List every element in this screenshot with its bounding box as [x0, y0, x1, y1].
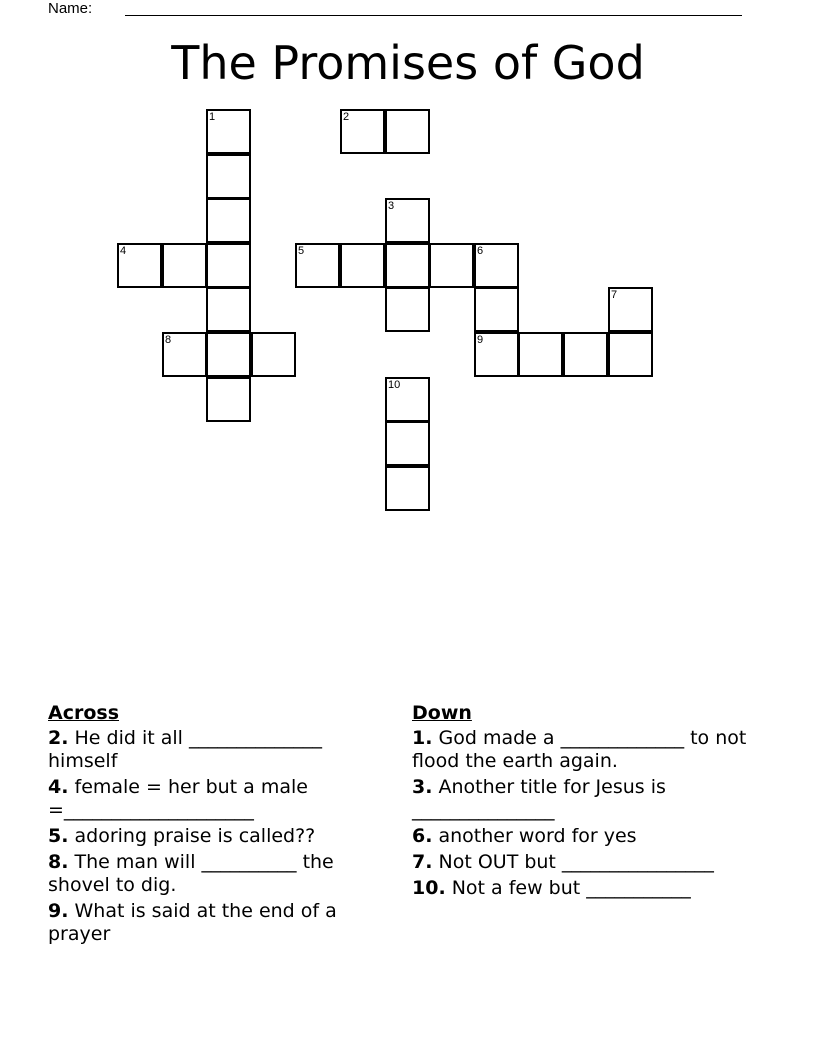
crossword-cell[interactable]	[474, 287, 519, 332]
cell-number: 7	[611, 289, 618, 301]
cell-number: 8	[165, 334, 172, 346]
cell-number: 6	[477, 245, 484, 257]
crossword-cell[interactable]	[162, 243, 207, 288]
down-clue-1	[412, 727, 752, 773]
clue-number: 8.	[48, 851, 69, 873]
page-title: The Promises of God	[171, 36, 645, 90]
crossword-cell[interactable]	[608, 332, 653, 377]
across-clues	[48, 702, 372, 949]
crossword-cell[interactable]	[608, 287, 653, 332]
crossword-cell[interactable]	[518, 332, 563, 377]
crossword-cell[interactable]	[251, 332, 296, 377]
clue-text: He did it all ______________ himself	[48, 727, 322, 772]
cell-number: 1	[209, 111, 216, 123]
clue-text: Not a few but ___________	[451, 877, 691, 899]
across-clue-9	[48, 900, 372, 946]
clue-text: Another title for Jesus is _______________	[412, 776, 666, 821]
cell-number: 9	[477, 334, 484, 346]
clue-text: God made a _____________ to not flood the earth again.	[412, 727, 747, 772]
crossword-cell[interactable]	[385, 109, 430, 154]
crossword-cell[interactable]	[385, 198, 430, 243]
clue-number: 2.	[48, 727, 69, 749]
crossword-cell[interactable]	[385, 287, 430, 332]
crossword-cell[interactable]	[385, 243, 430, 288]
crossword-cell[interactable]	[206, 243, 251, 288]
crossword-cell[interactable]	[340, 243, 385, 288]
down-clue-6	[412, 825, 752, 848]
clue-text: The man will __________ the shovel to dig.	[48, 851, 334, 896]
crossword-cell[interactable]	[206, 377, 251, 422]
crossword-cell[interactable]	[563, 332, 608, 377]
down-clue-3	[412, 776, 752, 822]
clue-text: What is said at the end of a prayer	[48, 900, 337, 945]
crossword-cell[interactable]	[206, 332, 251, 377]
crossword-cell[interactable]	[206, 154, 251, 199]
crossword-cell[interactable]	[385, 377, 430, 422]
down-clues	[412, 702, 752, 903]
clue-text: adoring praise is called??	[74, 825, 316, 847]
cell-number: 3	[388, 200, 395, 212]
clue-number: 1.	[412, 727, 433, 749]
crossword-cell[interactable]	[206, 109, 251, 154]
clue-text: another word for yes	[438, 825, 637, 847]
crossword-cell[interactable]	[117, 243, 162, 288]
cell-number: 5	[298, 245, 305, 257]
clue-text: Not OUT but ________________	[438, 851, 714, 873]
cell-number: 4	[120, 245, 127, 257]
crossword-cell[interactable]	[429, 243, 474, 288]
clue-text: female = her but a male =____________________	[48, 776, 308, 821]
clue-number: 7.	[412, 851, 433, 873]
down-clue-10	[412, 877, 752, 900]
crossword-cell[interactable]	[206, 287, 251, 332]
crossword-cell[interactable]	[385, 421, 430, 466]
clue-number: 3.	[412, 776, 433, 798]
crossword-cell[interactable]	[206, 198, 251, 243]
clue-number: 10.	[412, 877, 446, 899]
name-label: Name:	[48, 0, 93, 17]
clue-number: 9.	[48, 900, 69, 922]
across-clue-8	[48, 851, 372, 897]
crossword-cell[interactable]	[162, 332, 207, 377]
across-clue-2	[48, 727, 372, 773]
clue-number: 6.	[412, 825, 433, 847]
down-clue-7	[412, 851, 752, 874]
down-heading: Down	[412, 702, 472, 724]
across-heading: Across	[48, 702, 120, 724]
crossword-cell[interactable]	[295, 243, 340, 288]
cell-number: 10	[388, 379, 401, 391]
cell-number: 2	[343, 111, 350, 123]
crossword-cell[interactable]	[340, 109, 385, 154]
crossword-cell[interactable]	[474, 243, 519, 288]
crossword-cell[interactable]	[385, 466, 430, 511]
across-clue-5	[48, 825, 372, 848]
crossword-cell[interactable]	[474, 332, 519, 377]
clue-number: 5.	[48, 825, 69, 847]
clue-number: 4.	[48, 776, 69, 798]
across-clue-4	[48, 776, 372, 822]
